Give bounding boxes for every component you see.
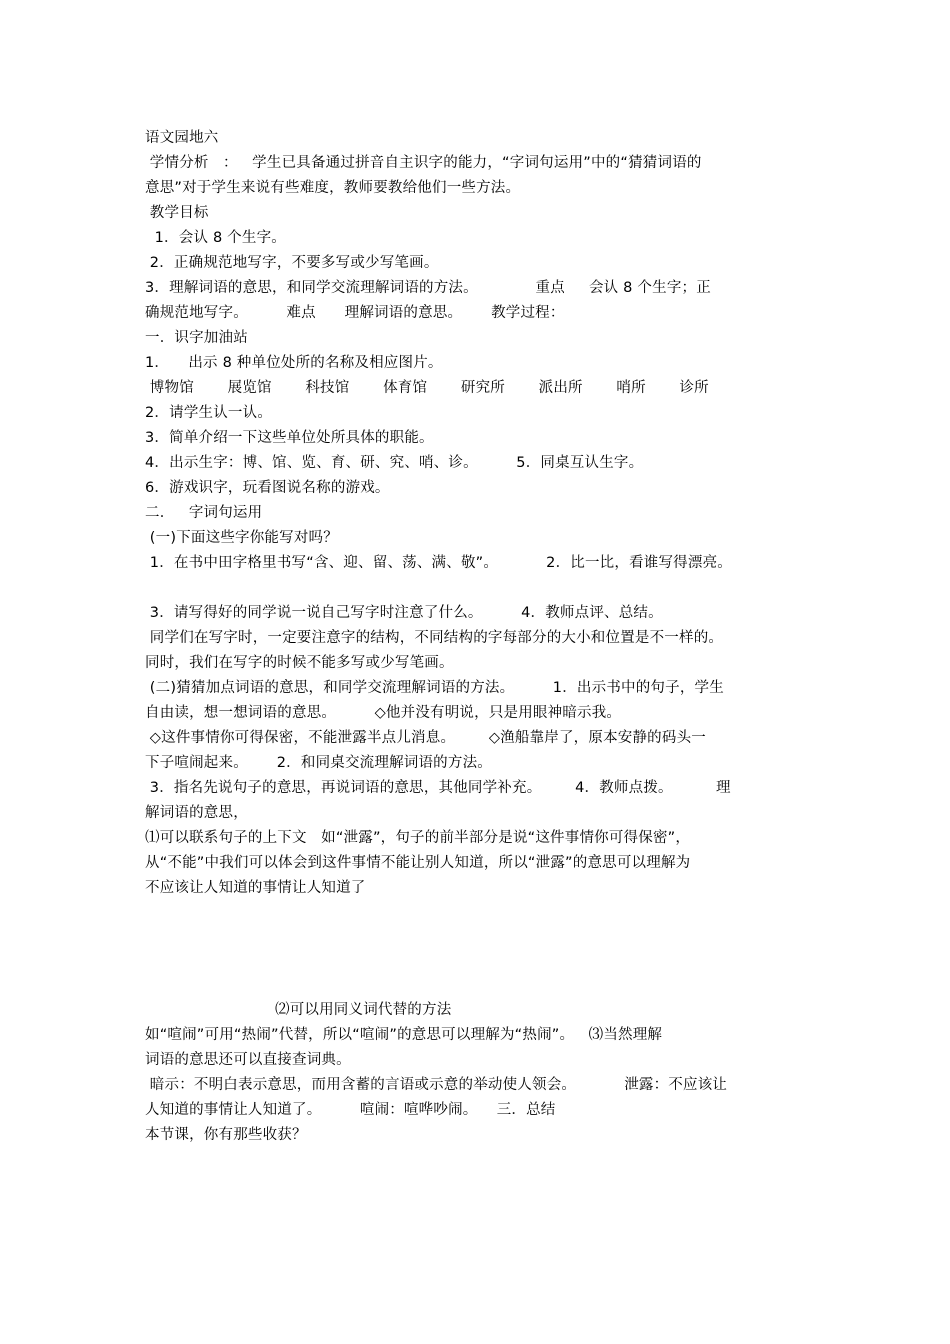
text-line: 6．游戏识字，玩看图说名称的游戏。 xyxy=(145,480,390,496)
text-line: ◇这件事情你可得保密，不能泄露半点儿消息。 ◇渔船靠岸了，原本安静的码头一 xyxy=(145,730,706,746)
text-line: 词语的意思还可以直接查词典。 xyxy=(145,1052,351,1068)
text-line: 学情分析 ： 学生已具备通过拼音自主识字的能力，“字词句运用”中的“猜猜词语的 xyxy=(145,155,702,171)
text-line: (二)猜猜加点词语的意思，和同学交流理解词语的方法。 1．出示书中的句子，学生 xyxy=(145,680,724,696)
text-line: 确规范地写字。 难点 理解词语的意思。 教学过程： xyxy=(145,305,565,321)
text-line: 解词语的意思， xyxy=(145,805,248,821)
text-line: 1．在书中田字格里书写“含、迎、留、荡、满、敬”。 2．比一比，看谁写得漂亮。 xyxy=(145,555,732,571)
text-line: 3．理解词语的意思，和同学交流理解词语的方法。 重点 会认 8 个生字；正 xyxy=(145,280,711,296)
text-line: 2．正确规范地写字，不要多写或少写笔画。 xyxy=(145,255,439,271)
text-line: 3．简单介绍一下这些单位处所具体的职能。 xyxy=(145,430,434,446)
text-line: 意思”对于学生来说有些难度，教师要教给他们一些方法。 xyxy=(145,180,521,196)
text-line: (一)下面这些字你能写对吗？ xyxy=(145,530,338,546)
lesson-title: 语文园地六 xyxy=(145,130,219,146)
text-line: 自由读，想一想词语的意思。 ◇他并没有明说，只是用眼神暗示我。 xyxy=(145,705,622,721)
text-line: 本节课，你有那些收获？ xyxy=(145,1127,307,1143)
text-line: 1．会认 8 个生字。 xyxy=(145,230,286,246)
section-heading: 一．识字加油站 xyxy=(145,330,248,346)
text-line: 3．指名先说句子的意思，再说词语的意思，其他同学补充。 4．教师点拨。 理 xyxy=(145,780,731,796)
text-line: ⑵可以用同义词代替的方法 xyxy=(275,1002,452,1018)
text-line: 人知道的事情让人知道了。 喧闹：喧哗吵闹。 三．总结 xyxy=(145,1102,556,1118)
text-line: 从“不能”中我们可以体会到这件事情不能让别人知道，所以“泄露”的意思可以理解为 xyxy=(145,855,691,871)
text-line: 1． 出示 8 种单位处所的名称及相应图片。 xyxy=(145,355,443,371)
text-line: 博物馆 展览馆 科技馆 体育馆 研究所 派出所 哨所 诊所 xyxy=(145,380,709,396)
text-line: 3．请写得好的同学说一说自己写字时注意了什么。 4．教师点评、总结。 xyxy=(145,605,663,621)
section-heading: 二． 字词句运用 xyxy=(145,505,263,521)
text-line: 如“喧闹”可用“热闹”代替，所以“喧闹”的意思可以理解为“热闹”。 ⑶当然理解 xyxy=(145,1027,663,1043)
text-line: 不应该让人知道的事情让人知道了 xyxy=(145,880,366,896)
text-line: 下子喧闹起来。 2．和同桌交流理解词语的方法。 xyxy=(145,755,492,771)
text-line: 同学们在写字时，一定要注意字的结构，不同结构的字每部分的大小和位置是不一样的。 xyxy=(145,630,724,646)
section-heading: 教学目标 xyxy=(145,205,209,221)
text-line: 2．请学生认一认。 xyxy=(145,405,273,421)
text-line: 4．出示生字：博、馆、览、育、研、究、哨、诊。 5．同桌互认生字。 xyxy=(145,455,644,471)
text-line: 同时，我们在写字的时候不能多写或少写笔画。 xyxy=(145,655,454,671)
text-line: ⑴可以联系句子的上下文 如“泄露”，句子的前半部分是说“这件事情你可得保密”， xyxy=(145,830,691,846)
text-line: 暗示：不明白表示意思，而用含蓄的言语或示意的举动使人领会。 泄露：不应该让 xyxy=(145,1077,728,1093)
